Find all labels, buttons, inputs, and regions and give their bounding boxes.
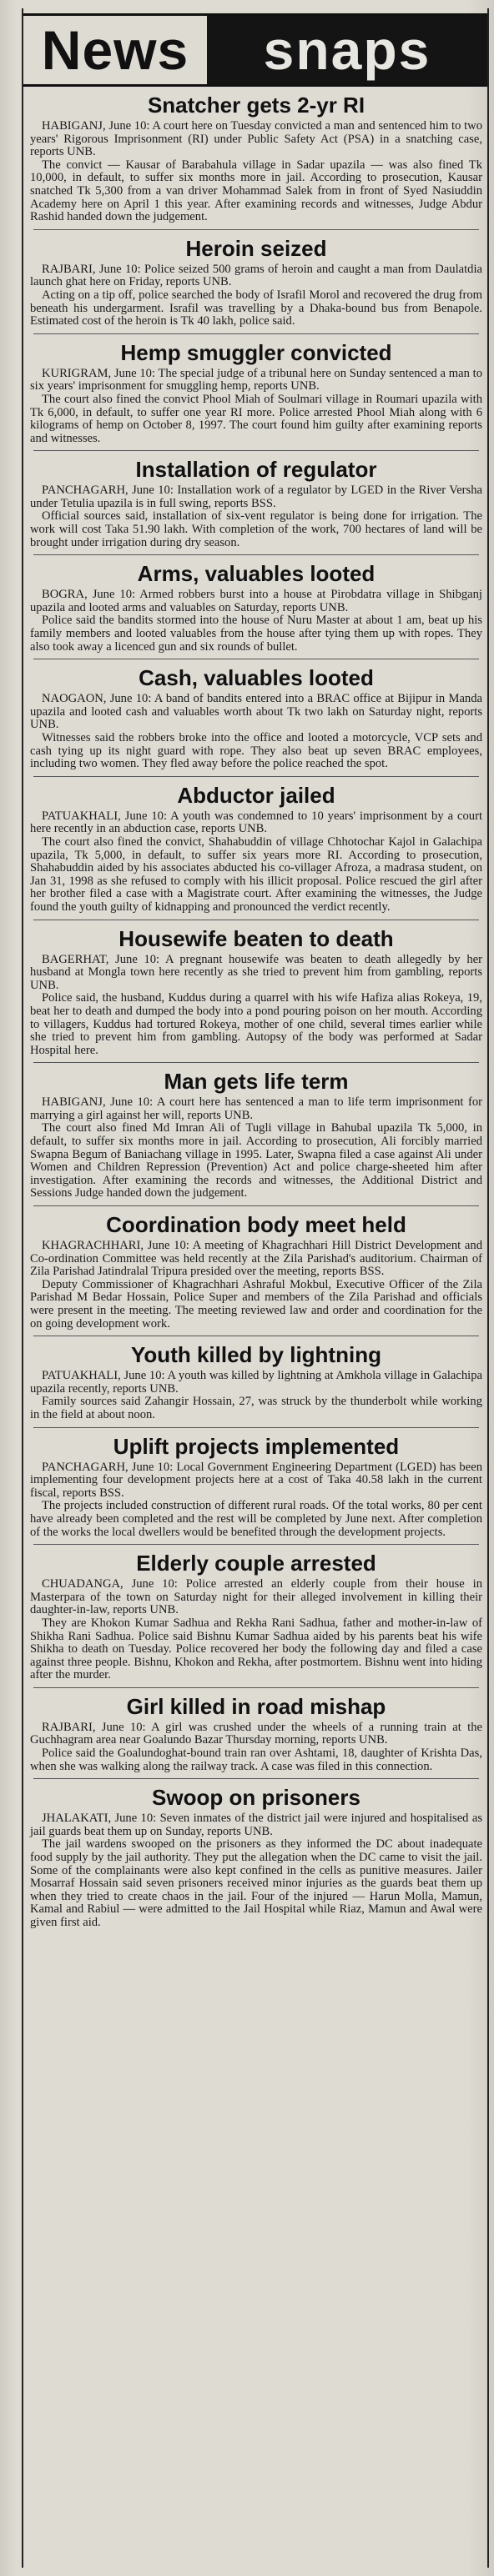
story-body xyxy=(30,589,482,654)
story-paragraph: Deputy Commissioner of Khagrachhari Ashraful Mokbul, Executive Officer of the Zila Parishad M Bedar Hossain, Police Super and members of the Zila Parishad and officials were present in the meeting. The meeting reviewed law and order and coordination for the on going development work. xyxy=(30,1277,482,1331)
story-paragraph: RAJBARI, June 10: A girl was crushed under the wheels of a running train at the Guchhagram area near Goalundo Bazar Thursday morning, reports UNB. xyxy=(30,1720,482,1747)
story-headline: Uplift projects implemented xyxy=(113,1433,400,1459)
story-body xyxy=(30,1812,482,1929)
story-headline: Heroin seized xyxy=(185,235,327,261)
story-body xyxy=(30,1578,482,1682)
story-body xyxy=(30,1240,482,1331)
story-divider xyxy=(33,1687,479,1688)
story-body xyxy=(30,1722,482,1773)
news-column xyxy=(22,8,489,2568)
story-headline: Youth killed by lightning xyxy=(131,1342,381,1368)
story-body xyxy=(30,1370,482,1421)
story-paragraph: Police said the Goalundoghat-bound train ran over Ashtami, 18, daughter of Krishta Das, when she was walking along the railway track. A case was filed in this connection. xyxy=(30,1747,482,1773)
story-paragraph: The projects included construction of different rural roads. Of the total works, 80 per cent have already been completed and the rest will be completed by June next. After completion of the works the local dwellers would be benefited through the development projects. xyxy=(30,1499,482,1539)
story-paragraph: PATUAKHALI, June 10: A youth was killed by lightning at Amkhola village in Galachipa upazila recently, reports UNB. xyxy=(30,1369,482,1396)
story-headline: Cash, valuables looted xyxy=(139,665,374,691)
news-story xyxy=(23,456,487,555)
story-paragraph: Family sources said Zahangir Hossain, 27, was struck by the thunderbolt while working in the field at about noon. xyxy=(30,1395,482,1421)
story-paragraph: Witnesses said the robbers broke into the office and looted a motorcycle, VCP sets and cash tying up its night guard with rope. They also beat up seven BRAC employees, including two women. They fled away before the police reached the spot. xyxy=(30,731,482,771)
story-paragraph: Acting on a tip off, police searched the body of Israfil Morol and recovered the drug from beneath his undergarment. Israfil was travelling by a Dhaka-bound bus from Benapole. Estimated cost of the heroin is Tk 40 lakh, police said. xyxy=(30,288,482,328)
story-headline: Man gets life term xyxy=(164,1069,349,1095)
story-divider xyxy=(33,333,479,334)
story-paragraph: RAJBARI, June 10: Police seized 500 grams of heroin and caught a man from Daulatdia launch ghat here on Friday, reports UNB. xyxy=(30,262,482,289)
news-story xyxy=(23,339,487,452)
story-paragraph: Official sources said, installation of six-vent regulator is being done for irrigation. The work will cost Taka 51.90 lakh. With completion of the work, 700 hectares of land will be brought under irrigation during dry season. xyxy=(30,509,482,549)
news-story xyxy=(23,664,487,777)
story-body xyxy=(30,263,482,328)
story-body xyxy=(30,120,482,224)
story-body xyxy=(30,1096,482,1200)
story-paragraph: HABIGANJ, June 10: A court here on Tuesday convicted a man and sentenced him to two years' Rigorous Imprisonment (RI) under Public Safety Act (PSA) in a snatching case, reports UNB. xyxy=(30,119,482,159)
news-story xyxy=(23,925,487,1064)
news-story xyxy=(23,1433,487,1546)
story-headline: Abductor jailed xyxy=(177,782,335,808)
news-story xyxy=(23,1341,487,1427)
story-body xyxy=(30,954,482,1058)
story-paragraph: PATUAKHALI, June 10: A youth was condemned to 10 years' imprisonment by a court here recently in an abduction case, reports UNB. xyxy=(30,809,482,836)
story-headline: Hemp smuggler convicted xyxy=(120,339,392,365)
story-paragraph: BOGRA, June 10: Armed robbers burst into a house at Pirobdatra village in Shibganj upazila and looted arms and valuables on Saturday, reports UNB. xyxy=(30,588,482,614)
story-body xyxy=(30,368,482,446)
news-story xyxy=(23,1211,487,1336)
story-paragraph: CHUADANGA, June 10: Police arrested an elderly couple from their house in Masterpara of the town on Saturday night for their alleged involvement in killing their daughter-in-law, reports UNB. xyxy=(30,1577,482,1617)
story-divider xyxy=(33,554,479,555)
story-body xyxy=(30,810,482,915)
story-divider xyxy=(33,1778,479,1779)
story-paragraph: The court also fined the convict Phool Miah of Soulmari village in Roumari upazila with Tk 6,000, in default, to suffer one year RI more. Police arrested Phool Miah along with 6 kilograms of hemp on October 8, 1997. The court found him guilty after examining reports and witnesses. xyxy=(30,392,482,445)
story-divider xyxy=(33,776,479,777)
story-paragraph: HABIGANJ, June 10: A court here has sentenced a man to life term imprisonment for marrying a girl against her will, reports UNB. xyxy=(30,1095,482,1122)
story-divider xyxy=(33,1062,479,1063)
story-divider xyxy=(33,1544,479,1545)
story-paragraph: The court also fined Md Imran Ali of Tugli village in Bahubal upazila Tk 5,000, in default, to suffer six months more in jail. According to prosecution, Ali forcibly married Swapna Begum of Baniachang village in 1995. Later, Swapna filed a case against Ali under Women and Children Repression (Prevention) Act and police charge-sheeted him after investigation. After examining the records and witnesses, the Additional District and Sessions Judge handed down the judgement. xyxy=(30,1121,482,1200)
story-paragraph: PANCHAGARH, June 10: Local Government Engineering Department (LGED) has been implementing four development projects here at a cost of Taka 40.58 lakh in the current fiscal, reports BSS. xyxy=(30,1460,482,1500)
story-body xyxy=(30,693,482,771)
story-divider xyxy=(33,450,479,451)
story-headline: Girl killed in road mishap xyxy=(126,1693,386,1719)
story-headline: Snatcher gets 2-yr RI xyxy=(147,93,365,118)
story-headline: Housewife beaten to death xyxy=(118,925,394,951)
story-headline: Elderly couple arrested xyxy=(136,1551,376,1576)
story-headline: Arms, valuables looted xyxy=(137,561,376,587)
story-body xyxy=(30,484,482,549)
story-paragraph: KURIGRAM, June 10: The special judge of a tribunal here on Sunday sentenced a man to six years' imprisonment for smuggling hemp, reports UNB. xyxy=(30,366,482,393)
story-paragraph: They are Khokon Kumar Sadhua and Rekha Rani Sadhua, father and mother-in-law of Shikha Rani Sadhua. Police said Bishnu Kumar Sadhua aided by his parents beat his wife Shikha to death on Tuesday. Police recovered her body the following day and filed a case against three people. Bishnu, Khokon and Rekha, after postmortem. Bishnu went into hiding after the murder. xyxy=(30,1616,482,1682)
story-paragraph: Police said, the husband, Kuddus during a quarrel with his wife Hafiza alias Rokeya, 19, beat her to death and dumped the body into a pond pouring poison on her mouth. According to villagers, Kuddus had tortured Rokeya, mother of one child, several times earlier while she tried to prevent him from gambling. Autopsy of the body was performed at Sadar Hospital here. xyxy=(30,991,482,1057)
news-story xyxy=(23,1068,487,1206)
news-story xyxy=(23,782,487,920)
story-paragraph: The convict — Kausar of Barabahula village in Sadar upazila — was also fined Tk 10,000, in default, to suffer six months more in jail. According to prosecution, Kausar snatched Tk 5,300 from a van driver Mohammad Salek from in front of Syed Nasiuddin Academy here on April 1 this year. After examining records and witnesses, Judge Abdur Rashid handed down the judgement. xyxy=(30,158,482,224)
masthead-news-word: News xyxy=(23,16,207,84)
story-paragraph: KHAGRACHHARI, June 10: A meeting of Khagrachhari Hill District Development and Co-ordination Committee was held recently at the Zila Parishad's auditorium. Chairman of Zila Parishad Jatindralal Tripura presided over the meeting, reports BSS. xyxy=(30,1239,482,1279)
story-paragraph: The jail wardens swooped on the prisoners as they informed the DC about inadequate food supply by the jail authority. They put the allegation when the DC came to visit the jail. Some of the complainants were also kept confined in the cells as punitive measures. Jailer Mosarraf Hossain said seven prisoners received minor injuries as the guards beat them up when they tried to create chaos in the jail. Four of the injured — Harun Molla, Mamun, Kamal and Rabiul — were admitted to the Jail Hospital while Riaz, Mamun and Awal were given first aid. xyxy=(30,1837,482,1929)
story-paragraph: BAGERHAT, June 10: A pregnant housewife was beaten to death allegedly by her husband at Mongla town here recently as she tried to prevent him from gambling, reports UNB. xyxy=(30,952,482,992)
story-divider xyxy=(33,1427,479,1428)
news-story xyxy=(23,92,487,230)
news-story xyxy=(23,560,487,659)
story-divider xyxy=(33,1205,479,1206)
story-headline: Coordination body meet held xyxy=(106,1212,406,1238)
news-story xyxy=(23,1784,487,1929)
news-story xyxy=(23,1550,487,1688)
masthead xyxy=(23,13,487,87)
story-body xyxy=(30,1461,482,1540)
story-divider xyxy=(33,229,479,230)
story-paragraph: The court also fined the convict, Shahabuddin of village Chhotochar Kajol in Galachipa upazila, Tk 5,000, in default, to suffer six years more RI. According to prosecution, Shahabuddin aided by his associates abducted his co-villager Afroza, a madrasa student, on Jan 31, 1998 as she refused to comply with his illicit proposal. Police rescued the girl after her brother filed a case with a Magistrate court. After examining the witnesses, the Judge found the youth guilty of kidnapping and pronounced the verdict recently. xyxy=(30,834,482,914)
news-story xyxy=(23,235,487,334)
story-headline: Swoop on prisoners xyxy=(152,1785,360,1811)
masthead-snaps-word: snaps xyxy=(207,16,487,84)
story-paragraph: PANCHAGARH, June 10: Installation work of a regulator by LGED in the River Versha under Tetulia upazila is in full swing, reports BSS. xyxy=(30,484,482,510)
story-paragraph: NAOGAON, June 10: A band of bandits entered into a BRAC office at Bijipur in Manda upazila and looted cash and valuables worth about Tk two lakh on Saturday night, reports UNB. xyxy=(30,692,482,732)
story-paragraph: Police said the bandits stormed into the house of Nuru Master at about 1 am, beat up his family members and looted valuables from the house after tying them up with ropes. They also took away a licenced gun and six rounds of bullet. xyxy=(30,614,482,654)
news-story xyxy=(23,1693,487,1779)
story-headline: Installation of regulator xyxy=(135,457,377,483)
stories-list xyxy=(23,92,487,1930)
story-paragraph: JHALAKATI, June 10: Seven inmates of the district jail were injured and hospitalised as jail guards beat them up on Sunday, reports UNB. xyxy=(30,1812,482,1838)
